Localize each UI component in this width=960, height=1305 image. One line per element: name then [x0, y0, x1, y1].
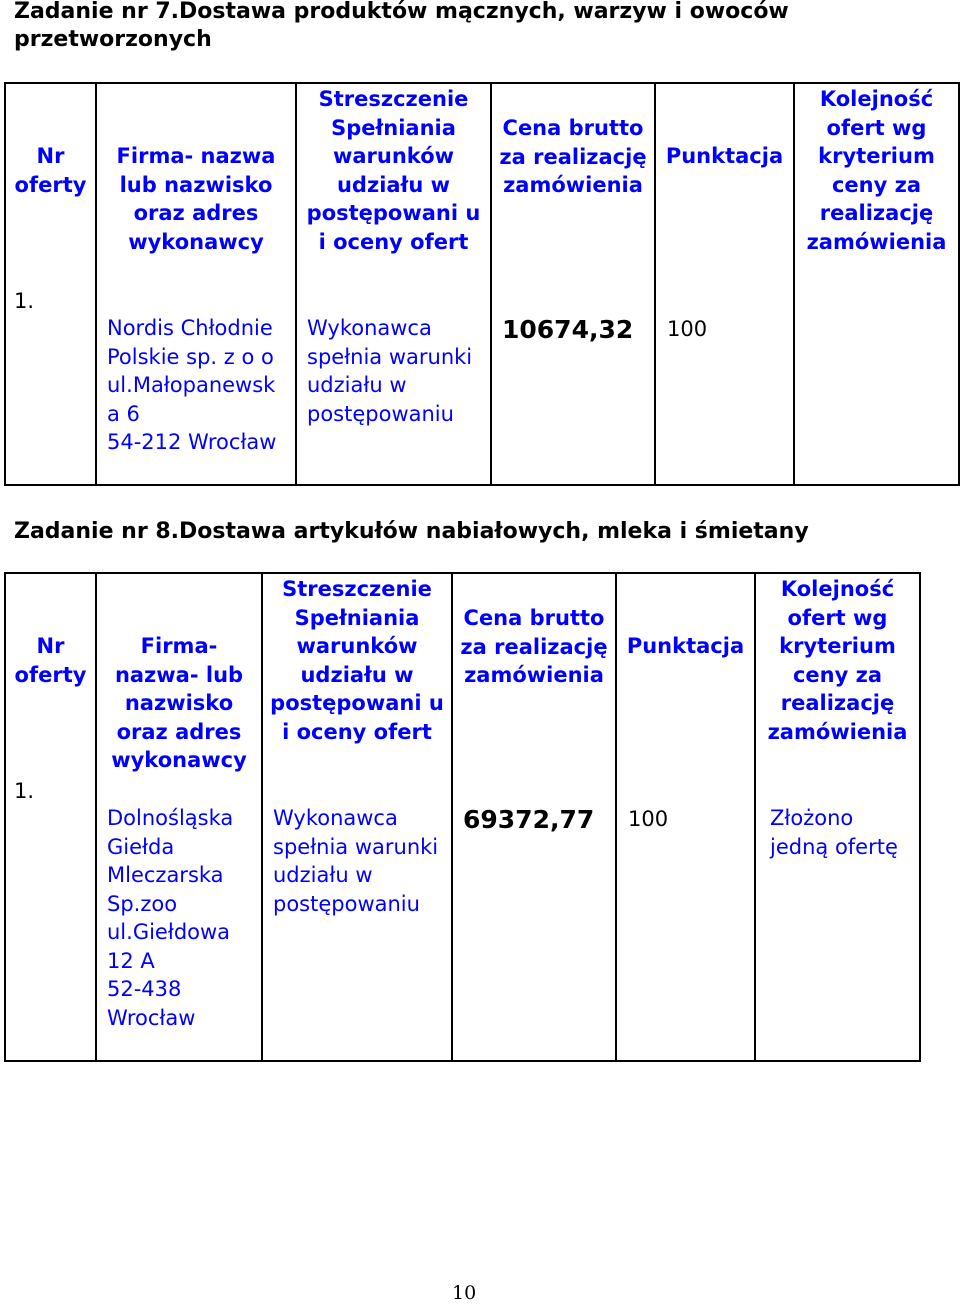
kolejnosc-line: jedną ofertę: [770, 834, 898, 859]
page-number: 10: [452, 1282, 477, 1304]
task8-col-nr: [5, 573, 96, 1061]
task8-header-kolejnosc: Kolejność ofert wg kryterium ceny za realizację zamówienia: [767, 577, 908, 744]
firma-line: Mleczarska: [107, 863, 224, 887]
task8-row-cena: 69372,77: [463, 805, 595, 834]
firma-line: Sp.zoo: [107, 891, 178, 916]
firma-line: 52-438: [107, 977, 182, 1001]
streszczenie-line: spełnia warunki: [273, 834, 439, 859]
task8-col-cena: [452, 573, 616, 1061]
firma-line: Giełda: [107, 834, 175, 859]
firma-line: 54-212 Wrocław: [107, 430, 277, 454]
task7-header-firma: Firma- nazwa lub nazwisko oraz adres wykonawcy: [116, 144, 276, 254]
task7-col-punktacja: [655, 83, 794, 485]
streszczenie-line: Wykonawca: [307, 316, 432, 340]
task8-header-punktacja: Punktacja: [626, 634, 745, 658]
firma-line: Polskie sp. z o o: [107, 344, 274, 369]
task8-col-firma: [96, 573, 262, 1061]
streszczenie-line: udziału w: [307, 373, 407, 397]
firma-line: Nordis Chłodnie: [107, 316, 273, 340]
task8-row-streszczenie: [273, 804, 438, 918]
task7-header-kolejnosc: Kolejność ofert wg kryterium ceny za realizację zamówienia: [806, 87, 947, 254]
task7-row-punktacja: 100: [667, 317, 708, 341]
task8-title: Zadanie nr 8.Dostawa artykułów nabiałowych, mleka i śmietany: [14, 519, 809, 544]
streszczenie-line: postępowaniu: [273, 891, 420, 916]
task7-row-cena: 10674,32: [502, 315, 634, 344]
task7-row-nr: 1.: [14, 289, 35, 313]
task7-row-streszczenie: [307, 314, 472, 428]
task7-title: Zadanie nr 7.Dostawa produktów mącznych, warzyw i owoców przetworzonych: [14, 0, 789, 52]
streszczenie-line: Wykonawca: [273, 806, 398, 830]
task7-col-cena: [491, 83, 655, 485]
streszczenie-line: udziału w: [273, 863, 373, 887]
task7-header-punktacja: Punktacja: [665, 144, 784, 168]
task7-col-kolejnosc: [794, 83, 959, 485]
firma-line: 12 A: [107, 948, 155, 973]
firma-line: a 6: [107, 401, 140, 426]
task7-header-streszczenie: Streszczenie Spełniania warunków udziału w postępowani u i oceny ofert: [306, 87, 481, 254]
task8-row-firma: [107, 804, 233, 1032]
task7-col-firma: [96, 83, 296, 485]
task8-row-nr: 1.: [14, 779, 35, 803]
task8-header-streszczenie: Streszczenie Spełniania warunków udziału w postępowani u i oceny ofert: [270, 577, 444, 744]
task8-row-kolejnosc: [770, 804, 898, 861]
streszczenie-line: spełnia warunki: [307, 344, 473, 369]
task8-header-firma: Firma- nazwa- lub nazwisko oraz adres wykonawcy: [111, 634, 247, 772]
task7-table: [4, 82, 960, 486]
firma-line: Wrocław: [107, 1005, 196, 1030]
firma-line: ul.Małopanewsk: [107, 373, 276, 397]
task8-header-nr: Nr oferty: [14, 634, 87, 687]
task8-table: [4, 572, 921, 1062]
task8-row-punktacja: 100: [628, 807, 669, 831]
task7-col-streszczenie: [296, 83, 491, 485]
task8-col-streszczenie: [262, 573, 452, 1061]
streszczenie-line: postępowaniu: [307, 401, 454, 426]
firma-line: ul.Giełdowa: [107, 920, 231, 944]
task7-col-nr: [5, 83, 96, 485]
task7-row-firma: [107, 314, 276, 457]
task8-header-cena: Cena brutto za realizację zamówienia: [460, 606, 608, 687]
task8-col-kolejnosc: [755, 573, 920, 1061]
task7-header-nr: Nr oferty: [14, 144, 87, 197]
firma-line: Dolnośląska: [107, 806, 234, 830]
task7-header-cena: Cena brutto za realizację zamówienia: [499, 116, 647, 197]
task8-col-punktacja: [616, 573, 755, 1061]
kolejnosc-line: Złożono: [770, 806, 854, 830]
